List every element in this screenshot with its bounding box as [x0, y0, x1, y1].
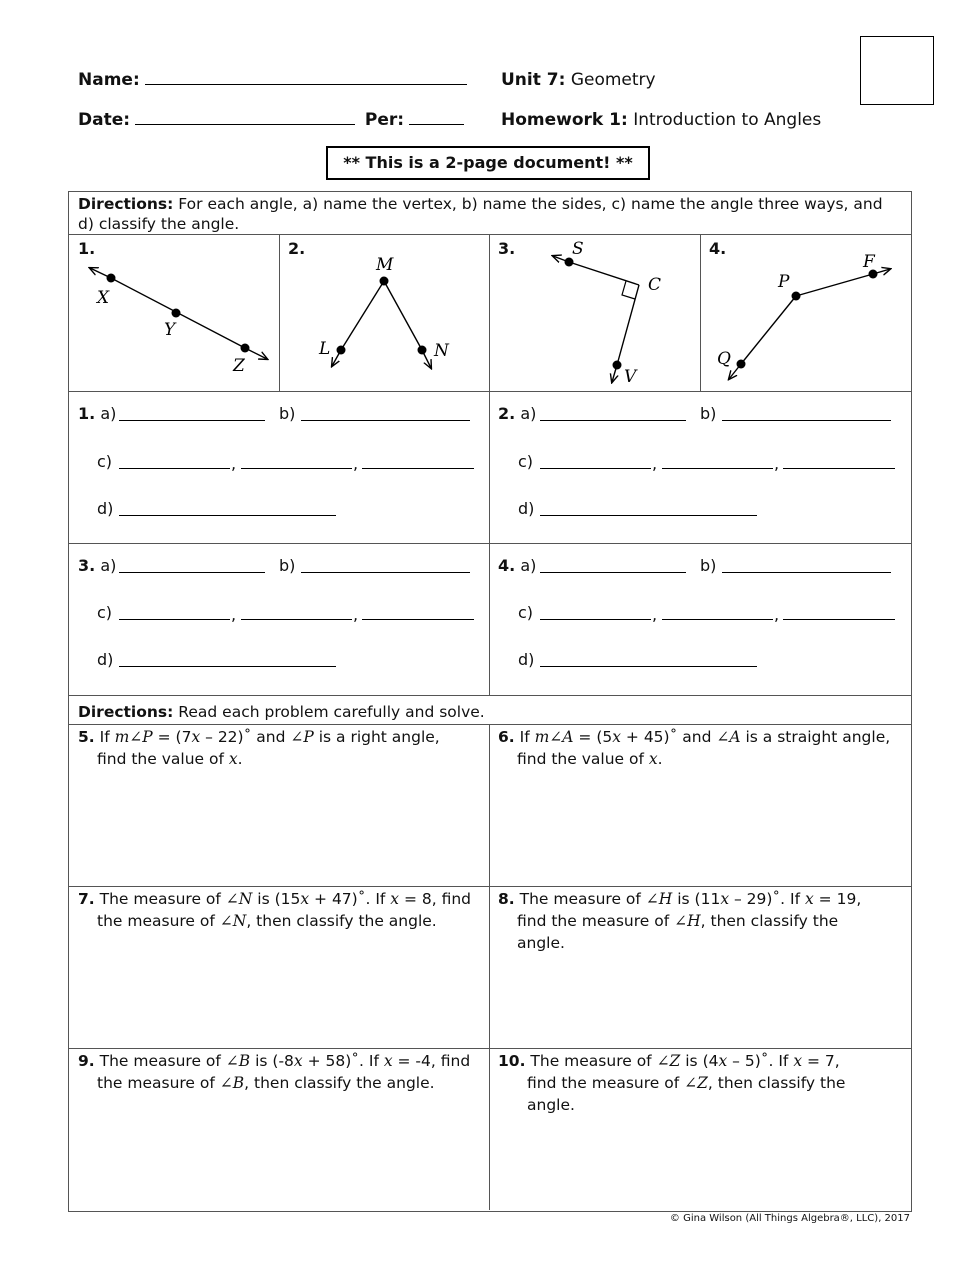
problem-text: the measure of: [97, 912, 220, 930]
problem-text: – 22)˚ and: [200, 728, 291, 746]
problem-text: angle.: [517, 934, 565, 952]
vertex-answer-line[interactable]: [119, 572, 265, 573]
problem-text: = 19,: [813, 890, 862, 908]
label-y: Y: [164, 320, 176, 340]
problem-9: [78, 1050, 483, 1094]
label-l: L: [319, 339, 331, 359]
problem-text: = (5: [573, 728, 613, 746]
problem-text: is (-8: [250, 1052, 294, 1070]
vertex-answer-line[interactable]: [540, 420, 686, 421]
unit-value: Geometry: [570, 70, 656, 90]
part-b-label: b): [279, 556, 296, 575]
point-p: [792, 292, 801, 301]
problem-text: is a right angle,: [313, 728, 440, 746]
directions-text: Read each problem carefully and solve.: [178, 703, 485, 721]
problem-10: [498, 1050, 903, 1116]
problem-number: 10.: [498, 1052, 526, 1070]
comma: ,: [774, 454, 780, 473]
problem-text: The measure of: [99, 890, 226, 908]
block-number: 3.: [78, 556, 96, 575]
label-m: M: [376, 255, 394, 275]
directions-problems: [78, 701, 485, 723]
math-var: ∠B: [219, 1074, 245, 1092]
problem-text: , then classify the angle.: [244, 1074, 435, 1092]
problem-text: + 58)˚. If: [302, 1052, 384, 1070]
label-p: P: [778, 272, 790, 292]
problem-number: 6.: [498, 728, 515, 746]
math-var: ∠N: [225, 890, 253, 908]
date-label: Date:: [78, 110, 131, 130]
problem-number: 7.: [78, 890, 95, 908]
label-x: X: [97, 288, 110, 308]
angle-figures: [0, 0, 979, 400]
point-l: [337, 346, 346, 355]
part-d-label: d): [97, 499, 114, 518]
problem-text: , then classify the: [707, 1074, 846, 1092]
classify-answer-line[interactable]: [540, 515, 757, 516]
figure-number: 2.: [288, 239, 306, 258]
angle-name-line[interactable]: [540, 619, 651, 620]
math-var: ∠N: [219, 912, 247, 930]
math-var: m∠P: [114, 728, 153, 746]
label-v: V: [624, 367, 637, 387]
comma: ,: [652, 605, 658, 624]
figure-4-angle-fpq: [717, 252, 890, 379]
label-s: S: [572, 239, 584, 259]
math-var: x: [191, 728, 201, 746]
math-var: x: [793, 1052, 803, 1070]
math-var: ∠Z: [656, 1052, 681, 1070]
problem-text: = 8, find: [399, 890, 472, 908]
figure-3-right-angle-scv: [553, 239, 661, 387]
label-f: F: [863, 252, 875, 272]
part-d-label: d): [518, 650, 535, 669]
math-var: ∠A: [716, 728, 741, 746]
problem-text: is a straight angle,: [740, 728, 891, 746]
math-var: x: [390, 890, 400, 908]
divider: [489, 724, 490, 1210]
point-x: [107, 274, 116, 283]
divider: [68, 695, 912, 696]
problem-number: 5.: [78, 728, 95, 746]
part-a-label: a): [100, 556, 117, 575]
part-c-label: c): [97, 603, 113, 622]
math-var: x: [383, 1052, 393, 1070]
problem-text: = (7: [152, 728, 192, 746]
problem-text: + 45)˚ and: [620, 728, 717, 746]
problem-text: The measure of: [519, 890, 646, 908]
comma: ,: [231, 454, 237, 473]
problem-text: = -4, find: [392, 1052, 471, 1070]
problem-number: 9.: [78, 1052, 95, 1070]
part-c-label: c): [97, 452, 113, 471]
problem-7: [78, 888, 483, 932]
math-var: ∠B: [225, 1052, 251, 1070]
vertex-answer-line[interactable]: [119, 420, 265, 421]
problem-text: find the measure of: [527, 1074, 685, 1092]
directions-text: For each angle, a) name the vertex, b) name the sides, c) name the angle three ways, and d) classify the angle.: [78, 195, 883, 233]
comma: ,: [353, 605, 359, 624]
point-m: [380, 277, 389, 286]
problem-text: .: [237, 750, 243, 768]
problem-text: find the value of: [517, 750, 649, 768]
name-label: Name:: [78, 70, 140, 90]
problem-text: , then classify the: [700, 912, 839, 930]
block-number: 2.: [498, 404, 516, 423]
math-var: x: [805, 890, 814, 908]
point-y: [172, 309, 181, 318]
per-label: Per:: [364, 110, 405, 130]
sides-answer-line[interactable]: [301, 420, 470, 421]
classify-answer-line[interactable]: [119, 515, 336, 516]
angle-name-line[interactable]: [119, 468, 230, 469]
label-n: N: [434, 341, 449, 361]
sides-answer-line[interactable]: [301, 572, 470, 573]
part-a-label: a): [520, 404, 537, 423]
part-c-label: c): [518, 603, 534, 622]
problem-text: is (4: [680, 1052, 719, 1070]
vertex-answer-line[interactable]: [540, 572, 686, 573]
problem-text: + 47)˚. If: [309, 890, 391, 908]
point-n: [418, 346, 427, 355]
angle-name-line[interactable]: [662, 619, 773, 620]
angle-name-line[interactable]: [241, 619, 352, 620]
figure-number: 3.: [498, 239, 516, 258]
sides-answer-line[interactable]: [722, 420, 891, 421]
comma: ,: [652, 454, 658, 473]
math-var: x: [718, 1052, 728, 1070]
directions-label: Directions:: [78, 195, 174, 213]
problem-text: is (15: [252, 890, 301, 908]
math-var: x: [228, 750, 238, 768]
part-a-label: a): [100, 404, 117, 423]
problem-text: .: [657, 750, 663, 768]
part-b-label: b): [279, 404, 296, 423]
math-var: ∠H: [645, 890, 673, 908]
problem-text: angle.: [527, 1096, 575, 1114]
problem-text: find the measure of: [517, 912, 675, 930]
math-var: ∠H: [674, 912, 701, 930]
unit-label: Unit 7:: [501, 70, 566, 90]
angle-name-line[interactable]: [662, 468, 773, 469]
part-b-label: b): [700, 404, 717, 423]
problem-text: The measure of: [99, 1052, 226, 1070]
point-v: [613, 361, 622, 370]
problem-text: If: [99, 728, 115, 746]
part-d-label: d): [518, 499, 535, 518]
angle-name-line[interactable]: [362, 619, 474, 620]
math-var: ∠Z: [684, 1074, 708, 1092]
problem-text: , then classify the angle.: [246, 912, 437, 930]
angle-name-line[interactable]: [783, 468, 895, 469]
part-b-label: b): [700, 556, 717, 575]
problem-text: = 7,: [802, 1052, 840, 1070]
problem-text: find the value of: [97, 750, 229, 768]
homework-label: Homework 1:: [501, 110, 628, 130]
problem-number: 8.: [498, 890, 515, 908]
math-var: x: [648, 750, 658, 768]
problem-8: [498, 888, 903, 954]
comma: ,: [231, 605, 237, 624]
problem-5: [78, 726, 483, 770]
math-var: x: [300, 890, 310, 908]
classify-answer-line[interactable]: [119, 666, 336, 667]
point-z: [241, 344, 250, 353]
homework-value: Introduction to Angles: [633, 110, 822, 130]
problem-text: – 5)˚. If: [727, 1052, 794, 1070]
problem-text: If: [519, 728, 535, 746]
angle-name-line[interactable]: [362, 468, 474, 469]
figure-number: 4.: [709, 239, 727, 258]
label-z: Z: [233, 356, 245, 376]
angle-name-line[interactable]: [540, 468, 651, 469]
problem-text: is (11: [672, 890, 721, 908]
angle-name-line[interactable]: [241, 468, 352, 469]
part-d-label: d): [97, 650, 114, 669]
classify-answer-line[interactable]: [540, 666, 757, 667]
figure-number: 1.: [78, 239, 96, 258]
problem-text: the measure of: [97, 1074, 220, 1092]
math-var: x: [720, 890, 730, 908]
label-q: Q: [717, 349, 731, 369]
problem-text: The measure of: [530, 1052, 657, 1070]
part-a-label: a): [520, 556, 537, 575]
comma: ,: [353, 454, 359, 473]
page-count-banner: ** This is a 2-page document! **: [326, 146, 650, 180]
part-c-label: c): [518, 452, 534, 471]
problem-text: – 29)˚. If: [729, 890, 805, 908]
copyright-footer: © Gina Wilson (All Things Algebra®, LLC), 2017: [669, 1213, 910, 1224]
directions-label: Directions:: [78, 703, 174, 721]
angle-name-line[interactable]: [119, 619, 230, 620]
math-var: x: [293, 1052, 303, 1070]
sides-answer-line[interactable]: [722, 572, 891, 573]
comma: ,: [774, 605, 780, 624]
point-q: [737, 360, 746, 369]
math-var: ∠P: [290, 728, 314, 746]
math-var: x: [612, 728, 621, 746]
angle-name-line[interactable]: [783, 619, 895, 620]
block-number: 4.: [498, 556, 516, 575]
figure-1-line-xyz: [90, 268, 267, 376]
label-c: C: [648, 275, 662, 295]
figure-2-angle-lmn: [318, 255, 450, 368]
problem-6: [498, 726, 903, 770]
block-number: 1.: [78, 404, 96, 423]
math-var: m∠A: [534, 728, 574, 746]
